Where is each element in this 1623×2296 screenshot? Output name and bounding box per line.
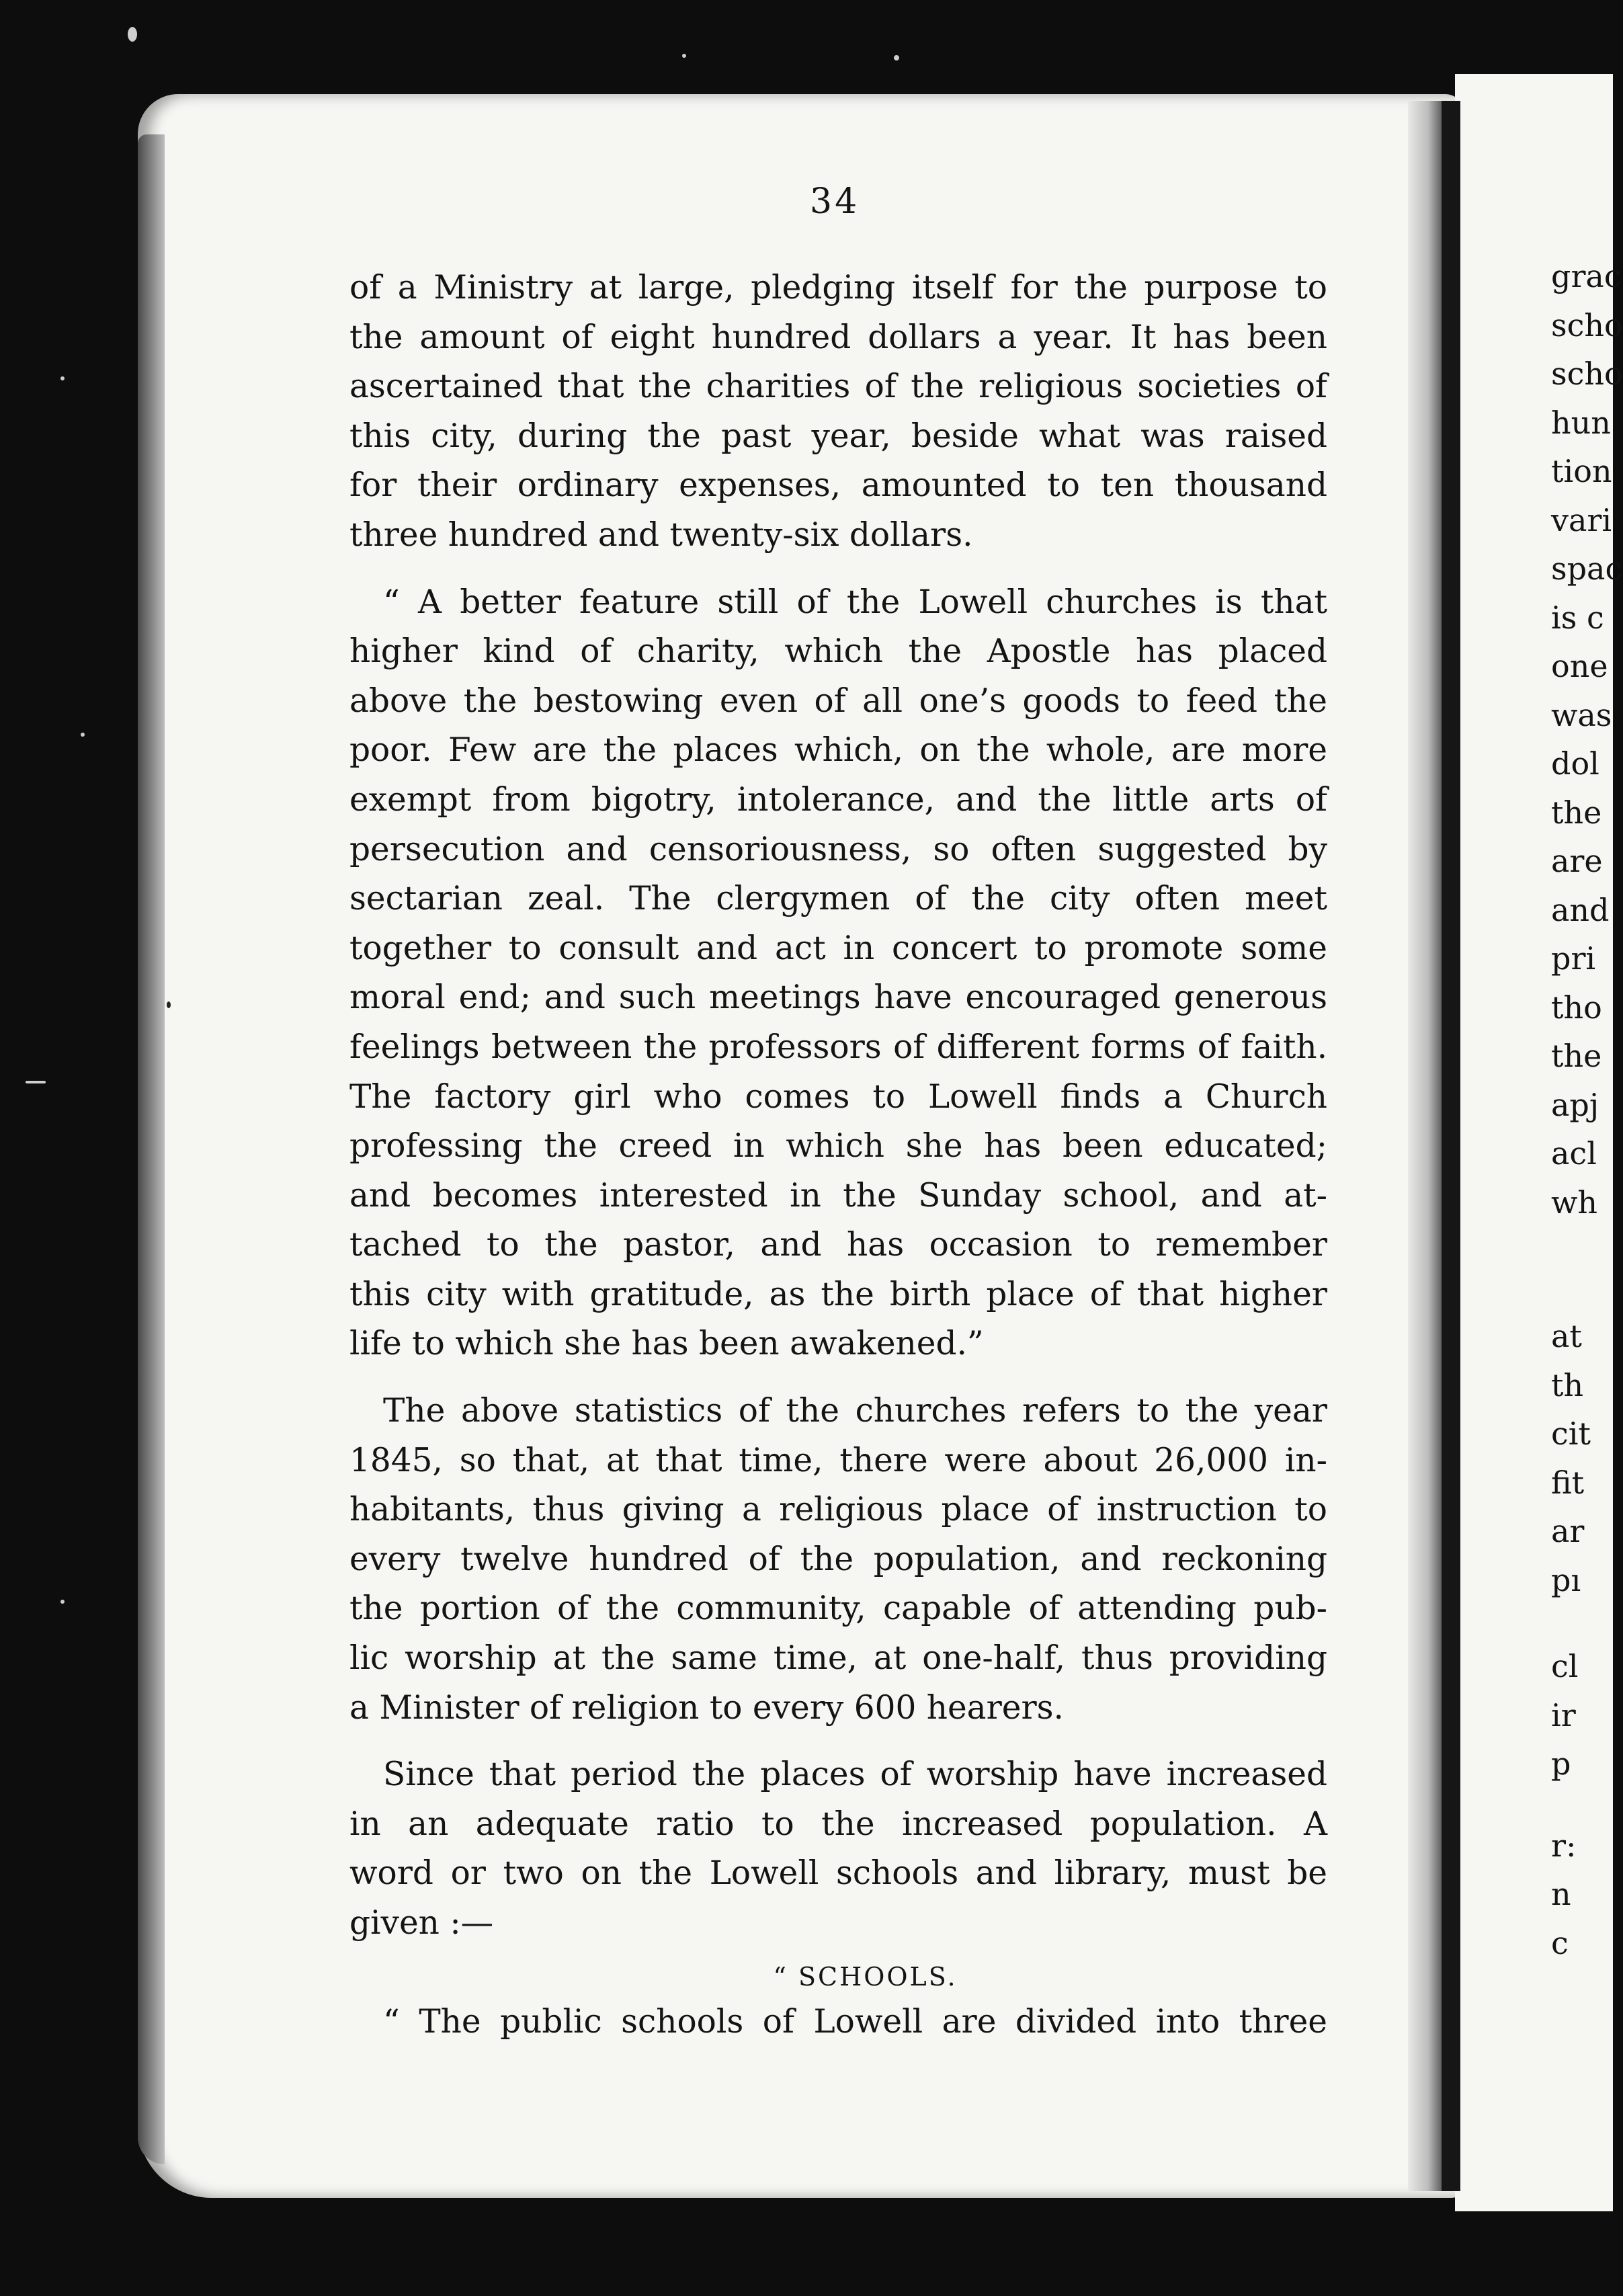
text-line: higher kind of charity, which the Apostle has placed xyxy=(349,632,1327,671)
right-page-fragment: the xyxy=(1551,1038,1602,1074)
text-line: “ The public schools of Lowell are divided into three xyxy=(383,2003,1327,2041)
text-line: tached to the pastor, and has occasion to remember xyxy=(349,1226,1327,1264)
text-line: “ A better feature still of the Lowell churches is that xyxy=(383,583,1327,621)
right-page-fragment: are xyxy=(1551,843,1603,879)
right-page-fragment: pı xyxy=(1551,1561,1581,1598)
text-line: sectarian zeal. The clergymen of the city often meet xyxy=(349,880,1327,918)
right-page-fragment: c xyxy=(1551,1924,1569,1961)
text-line: together to consult and act in concert to promote some xyxy=(349,929,1327,967)
text-line: The factory girl who comes to Lowell finds a Church xyxy=(349,1077,1327,1116)
right-page-fragment: tion xyxy=(1551,453,1612,489)
right-page-binding-shadow xyxy=(1442,101,1460,2191)
right-page-fragment: cit xyxy=(1551,1416,1591,1452)
right-page-fragment: pri xyxy=(1551,940,1596,977)
text-line: three hundred and twenty-six dollars. xyxy=(349,516,973,554)
page-body-text xyxy=(349,263,1327,2047)
right-page-fragment: ir xyxy=(1551,1696,1576,1733)
text-line: word or two on the Lowell schools and library, must be xyxy=(349,1854,1327,1893)
scan-speck xyxy=(894,55,899,60)
ink-mark xyxy=(167,1001,171,1008)
right-page-fragment: acl xyxy=(1551,1135,1597,1172)
text-line: in an adequate ratio to the increased population. A xyxy=(349,1805,1327,1843)
right-page-fragment: grac xyxy=(1551,258,1622,294)
scan-speck xyxy=(128,27,137,42)
right-page-fragment: th xyxy=(1551,1366,1584,1403)
text-line: Since that period the places of worship have increased xyxy=(383,1756,1327,1794)
paragraph-gap xyxy=(349,1733,1327,1750)
text-line: a Minister of religion to every 600 hearers. xyxy=(349,1688,1064,1727)
text-line: persecution and censoriousness, so often suggested by xyxy=(349,830,1327,868)
text-line: professing the creed in which she has been educated; xyxy=(349,1127,1327,1165)
text-line: exempt from bigotry, intolerance, and the little arts of xyxy=(349,780,1327,819)
right-page-fragment: and xyxy=(1551,891,1610,928)
right-page-fragment: tho xyxy=(1551,989,1602,1026)
scan-speck xyxy=(60,1600,65,1604)
text-line: feelings between the professors of different forms of faith. xyxy=(349,1028,1327,1066)
text-line: moral end; and such meetings have encouraged generous xyxy=(349,979,1327,1017)
right-page-fragment: vari xyxy=(1551,501,1612,538)
right-page-fragment: fit xyxy=(1551,1464,1585,1501)
scan-speck xyxy=(26,1081,46,1083)
right-page-fragment: scho xyxy=(1551,356,1623,392)
right-page-fragment: is c xyxy=(1551,599,1604,636)
text-line: this city, during the past year, beside what was raised xyxy=(349,417,1327,455)
text-line: and becomes interested in the Sunday school, and at- xyxy=(349,1176,1327,1215)
text-line: 1845, so that, at that time, there were about 26,000 in- xyxy=(349,1441,1327,1479)
text-line: lic worship at the same time, at one-half, thus providing xyxy=(349,1639,1327,1678)
text-line: of a Ministry at large, pledging itself for the purpose to xyxy=(349,269,1327,306)
right-page-fragment: hun xyxy=(1551,404,1611,441)
scan-speck xyxy=(81,733,85,737)
text-line: given :— xyxy=(349,1904,494,1942)
text-line: life to which she has been awakened.” xyxy=(349,1325,984,1363)
right-page-fragment: ar xyxy=(1551,1513,1585,1549)
right-page-fragment: scho xyxy=(1551,306,1623,343)
right-page-fragment: r: xyxy=(1551,1827,1577,1864)
right-page-fragment: at xyxy=(1551,1318,1582,1354)
section-heading: “ SCHOOLS. xyxy=(773,1961,958,1992)
right-page-fragment: cl xyxy=(1551,1648,1579,1684)
text-line: for their ordinary expenses, amounted to ten thousand xyxy=(349,466,1327,505)
right-page-fragment: apj xyxy=(1551,1086,1599,1123)
text-line: the amount of eight hundred dollars a year. It has been xyxy=(349,318,1327,356)
text-line: above the bestowing even of all one’s goods to feed the xyxy=(349,682,1327,720)
right-page-fragment: wh xyxy=(1551,1184,1597,1221)
text-line: this city with gratitude, as the birth place of that higher xyxy=(349,1275,1327,1313)
text-line: The above statistics of the churches refers to the year xyxy=(383,1392,1327,1430)
text-line: poor. Few are the places which, on the whole, are more xyxy=(349,731,1327,770)
right-page-fragment: was xyxy=(1551,696,1612,733)
text-line: every twelve hundred of the population, and reckoning xyxy=(349,1540,1327,1578)
right-page-fragment: n xyxy=(1551,1876,1571,1912)
right-page-fragment: p xyxy=(1551,1746,1571,1782)
right-page-fragment: the xyxy=(1551,794,1602,831)
text-line: habitants, thus giving a religious place of instruction to xyxy=(349,1491,1327,1529)
page-number: 34 xyxy=(810,181,860,222)
right-page-text-fragments xyxy=(1551,252,1623,1967)
paragraph-gap xyxy=(349,1369,1327,1387)
right-page-fragment: spac xyxy=(1551,550,1623,587)
page-edge-shadow xyxy=(138,134,165,2164)
paragraph-gap xyxy=(349,561,1327,578)
text-line: the portion of the community, capable of attending pub- xyxy=(349,1590,1327,1628)
scan-speck xyxy=(682,54,686,58)
scan-speck xyxy=(60,376,65,380)
text-line: ascertained that the charities of the religious societies of xyxy=(349,368,1327,406)
right-page-fragment: dol xyxy=(1551,745,1599,782)
right-page-fragment: one xyxy=(1551,648,1608,684)
